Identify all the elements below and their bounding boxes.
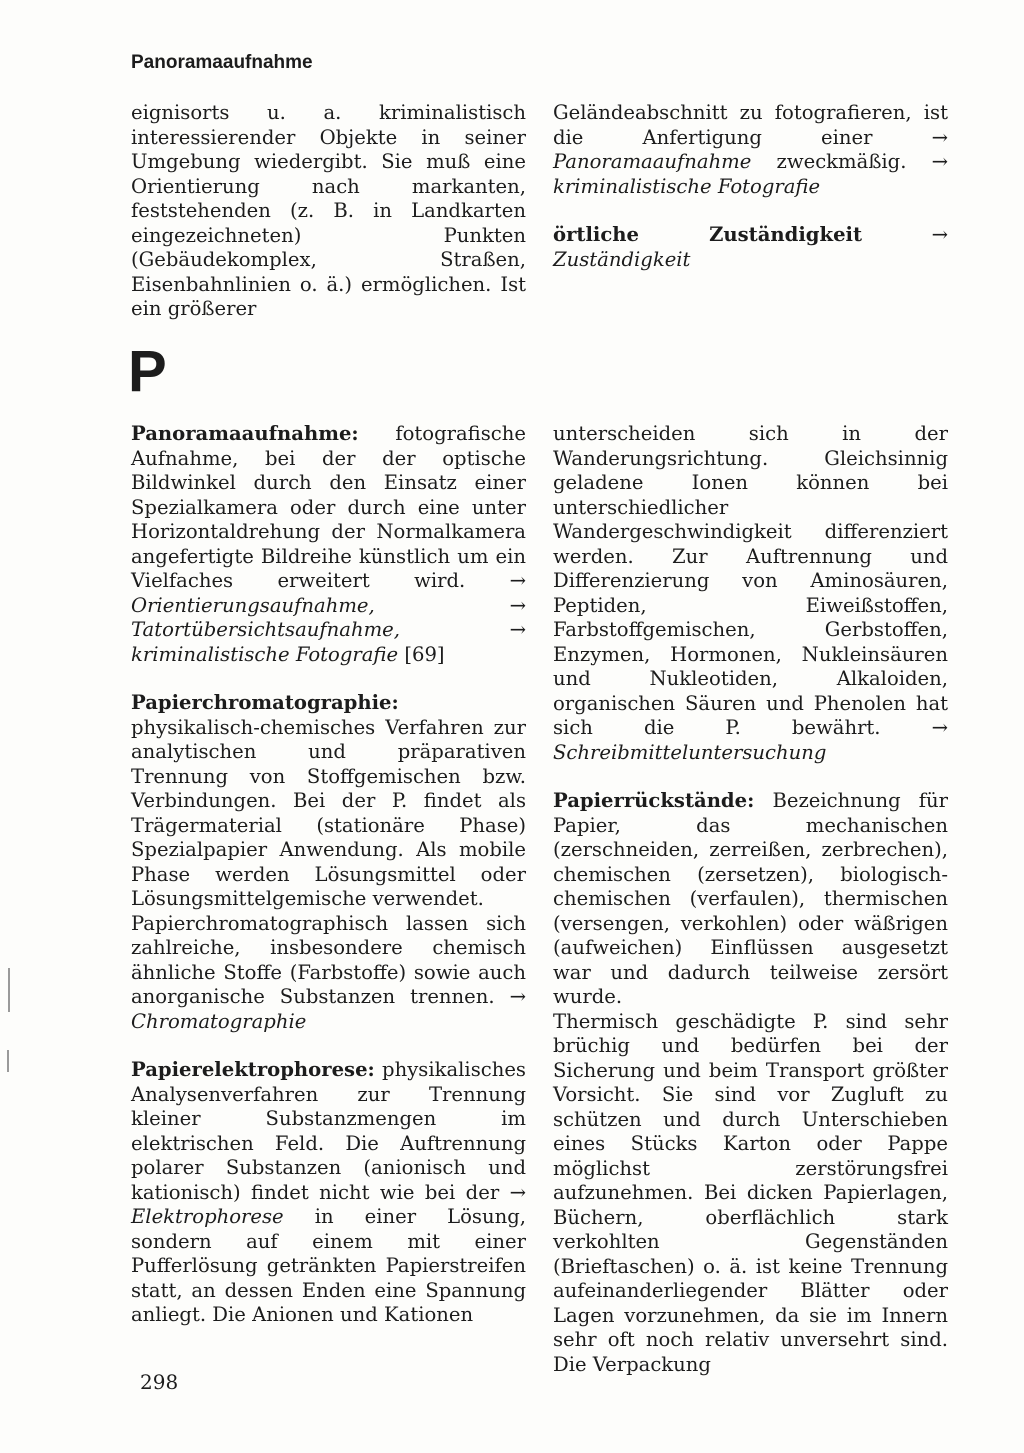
cross-reference: kriminalistische Fotografie [131, 642, 399, 666]
entry-term: Panoramaaufnahme: [131, 422, 359, 445]
continued-paragraph-end: Geländeabschnitt zu fotografieren, ist die Anfertigung einer → Panoramaaufnahme zweckmäßig. → kriminalistische Fotografie [553, 101, 948, 198]
cross-reference: Tatortübersichtsaufnahme, [131, 618, 400, 641]
entry-term: Papierrückstände: [553, 789, 755, 812]
entry-papierchromatographie-continued: Papierchromatographisch lassen sich zahlreiche, insbesondere chemisch ähnliche Stoffe (Farbstoffe) sowie auch anorganische Substanzen trennen. → Chromatographie [131, 911, 526, 1033]
entry-papierelektrophorese-continued: unterscheiden sich in der Wanderungsrichtung. Gleichsinnig geladene Ionen können bei unterschiedlicher Wandergeschwindigkeit differenziert werden. Zur Auftrennung und Differenzierung von Aminosäuren, Peptiden, Eiweißstoffen, Farbstoffgemischen, Gerbstoffen, Enzymen, Hormonen, Nukleinsäuren und Nukleotiden, Alkaloiden, organischen Säuren und Phenolen hat sich die P. bewährt. → Schreibmitteluntersuchung [553, 422, 948, 764]
cross-reference: Panoramaaufnahme [553, 150, 752, 173]
scan-margin-mark [7, 1050, 9, 1072]
cross-reference: Orientierungsaufnahme, [131, 593, 375, 617]
entry-papierrueckstaende-continued: Thermisch geschädigte P. sind sehr brüchig und bedürfen bei der Sicherung und beim Transport größter Vorsicht. Sie sind vor Zugluft zu schützen und durch Unterschieben eines Stücks Karton oder Pappe möglichst zerstörungsfrei aufzunehmen. Bei dicken Papierlagen, Büchern, oberflächlich stark verkohlten Gegenständen (Brieftaschen) o. ä. ist keine Trennung aufeinanderliegender Blätter oder Lagen vorzunehmen, da sie im Innern sehr oft noch relativ unversehrt sind. Die Verpackung [553, 1009, 948, 1376]
entry-panoramaaufnahme: Panoramaaufnahme: fotografische Aufnahme, bei der der optische Bildwinkel durch den Einsatz einer Spezialkamera oder durch eine unter Horizontaldrehung der Normalkamera angefertigte Bildreihe künstlich um ein Vielfaches erweitert wird. → Orientierungsaufnahme, → Tatortübersichtsaufnahme, → kriminalistische Fotografie [69] [131, 422, 526, 666]
top-left-column [131, 101, 526, 322]
entry-papierchromatographie: Papierchromatographie: physikalisch-chemisches Verfahren zur analytischen und präparativen Trennung von Stoffgemischen bzw. Verbindungen. Bei der P. findet als Trägermaterial (stationäre Phase) Spezialpapier Anwendung. Als mobile Phase werden Lösungsmittel oder Lösungsmittelgemische verwendet. [131, 691, 526, 910]
entry-term: örtliche Zuständigkeit [553, 223, 863, 246]
top-right-column [553, 101, 948, 272]
entry-papierrueckstaende: Papierrückstände: Bezeichnung für Papier, das mechanischen (zerschneiden, zerreißen, zerbrechen), chemischen (zersetzen), biologisch-chemischen (verfaulen), thermischen (versengen, verkohlen) oder wäßrigen (aufweichen) Einflüssen ausgesetzt war und dadurch teilweise zersört wurde. [553, 789, 948, 1008]
page-number: 298 [140, 1370, 179, 1394]
scan-margin-mark [8, 968, 10, 1012]
left-column [131, 422, 526, 1328]
continued-paragraph: eignisorts u. a. kriminalistisch interessierender Objekte in seiner Umgebung wiedergibt. Sie muß eine Orientierung nach markanten, feststehenden (z. B. in Landkarten eingezeichneten) Punkten (Gebäudekomplex, Straßen, Eisenbahnlinien o. ä.) ermöglichen. Ist ein größerer [131, 101, 526, 320]
right-column [553, 422, 948, 1377]
source-reference: [69] [404, 642, 445, 666]
cross-reference: Elektrophorese [131, 1205, 284, 1228]
entry-oertliche-zustaendigkeit: örtliche Zuständigkeit → Zuständigkeit [553, 223, 948, 271]
entry-term: Papierelektrophorese: [131, 1058, 375, 1081]
entry-papierelektrophorese: Papierelektrophorese: physikalisches Analysenverfahren zur Trennung kleiner Substanzmengen im elektrischen Feld. Die Auftrennung polarer Substanzen (anionisch und kationisch) findet nicht wie bei der → Elektrophorese in einer Lösung, sondern auf einem mit einer Pufferlösung getränkten Papierstreifen statt, an dessen Enden eine Spannung anliegt. Die Anionen und Kationen [131, 1058, 526, 1326]
section-letter: P [128, 339, 167, 404]
cross-reference: Chromatographie [131, 1009, 307, 1033]
cross-reference: Zuständigkeit [553, 247, 691, 271]
cross-reference: Schreibmitteluntersuchung [553, 740, 827, 764]
running-head: Panoramaaufnahme [131, 52, 313, 73]
cross-reference: kriminalistische Fotografie [553, 174, 821, 198]
entry-term: Papierchromatographie: [131, 691, 399, 714]
